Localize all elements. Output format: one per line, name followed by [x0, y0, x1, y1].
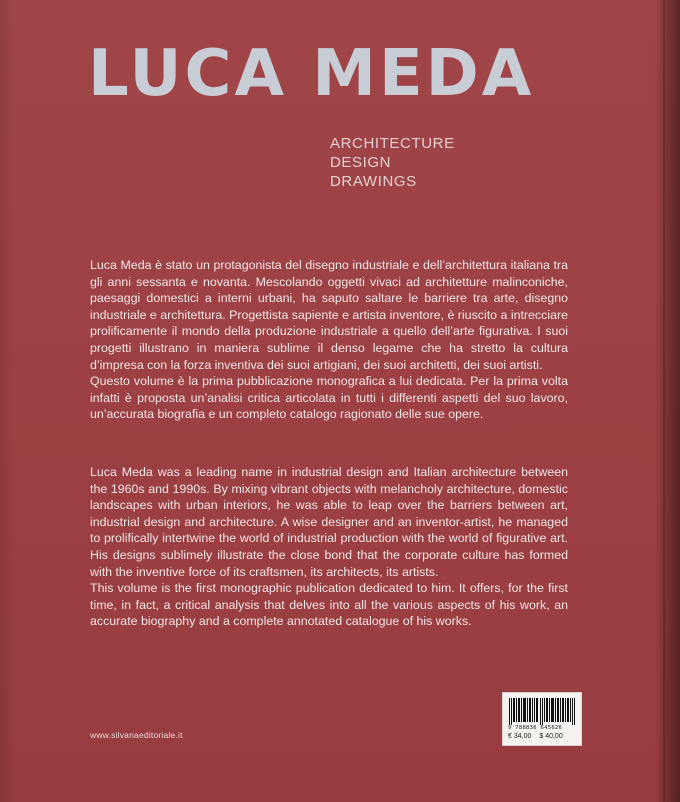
isbn-number: 9 788836 645626 [508, 725, 563, 731]
subtitle-line: DRAWINGS [330, 173, 417, 190]
price-eur: € 34,00 [508, 733, 532, 740]
spine-edge [663, 0, 665, 802]
subtitle-line: DESIGN [330, 154, 392, 171]
price-row [508, 733, 576, 740]
book-subtitle [330, 134, 455, 191]
barcode-icon [508, 698, 576, 725]
price-usd: $ 40,00 [539, 733, 563, 740]
barcode-sticker [502, 692, 582, 746]
book-title: LUCA MEDA [88, 37, 535, 111]
italian-description [90, 257, 568, 423]
italian-paragraph: Questo volume è la prima pubblicazione monografica a lui dedicata. Per la prima volta infatti è proposta un’analisi critica articolata in tutti i differenti aspetti del suo lavoro, un’accurata biografia e un completo catalogo ragionato delle sue opere. [90, 374, 568, 422]
english-description [90, 464, 568, 630]
english-paragraph: Luca Meda was a leading name in industrial design and Italian architecture between the 1960s and 1990s. By mixing vibrant objects with melancholy architecture, domestic landscapes with urban interiors, he was able to leap over the barriers between art, industrial design and architecture. A wise designer and an inventor-artist, he managed to prolifically intertwine the world of industrial production with the world of figurative art. His designs sublimely illustrate the close bond that the corporate culture has formed with the inventive force of its craftsmen, its architects, its artists. [90, 465, 568, 579]
english-paragraph: This volume is the first monographic publication dedicated to him. It offers, for the first time, in fact, a critical analysis that delves into all the various aspects of his work, an accurate biography and a complete annotated catalogue of his works. [90, 581, 568, 629]
subtitle-line: ARCHITECTURE [330, 135, 455, 152]
publisher-website: www.silvanaeditoriale.it [90, 730, 183, 740]
italian-paragraph: Luca Meda è stato un protagonista del disegno industriale e dell’architettura italiana tra gli anni sessanta e novanta. Mescolando oggetti vivaci ad architetture malinconiche, paesaggi domestici a interni urbani, ha saputo saltare le barriere tra arte, disegno industriale e architettura. Progettista sapiente e artista inventore, è riuscito a intrecciare prolificamente il mondo della produzione industriale a quello dell’arte figurativa. I suoi progetti illustrano in maniera sublime il denso legame che ha stretto la cultura d’impresa con la forza inventiva dei suoi artigiani, dei suoi architetti, dei suoi artisti. [90, 258, 568, 372]
